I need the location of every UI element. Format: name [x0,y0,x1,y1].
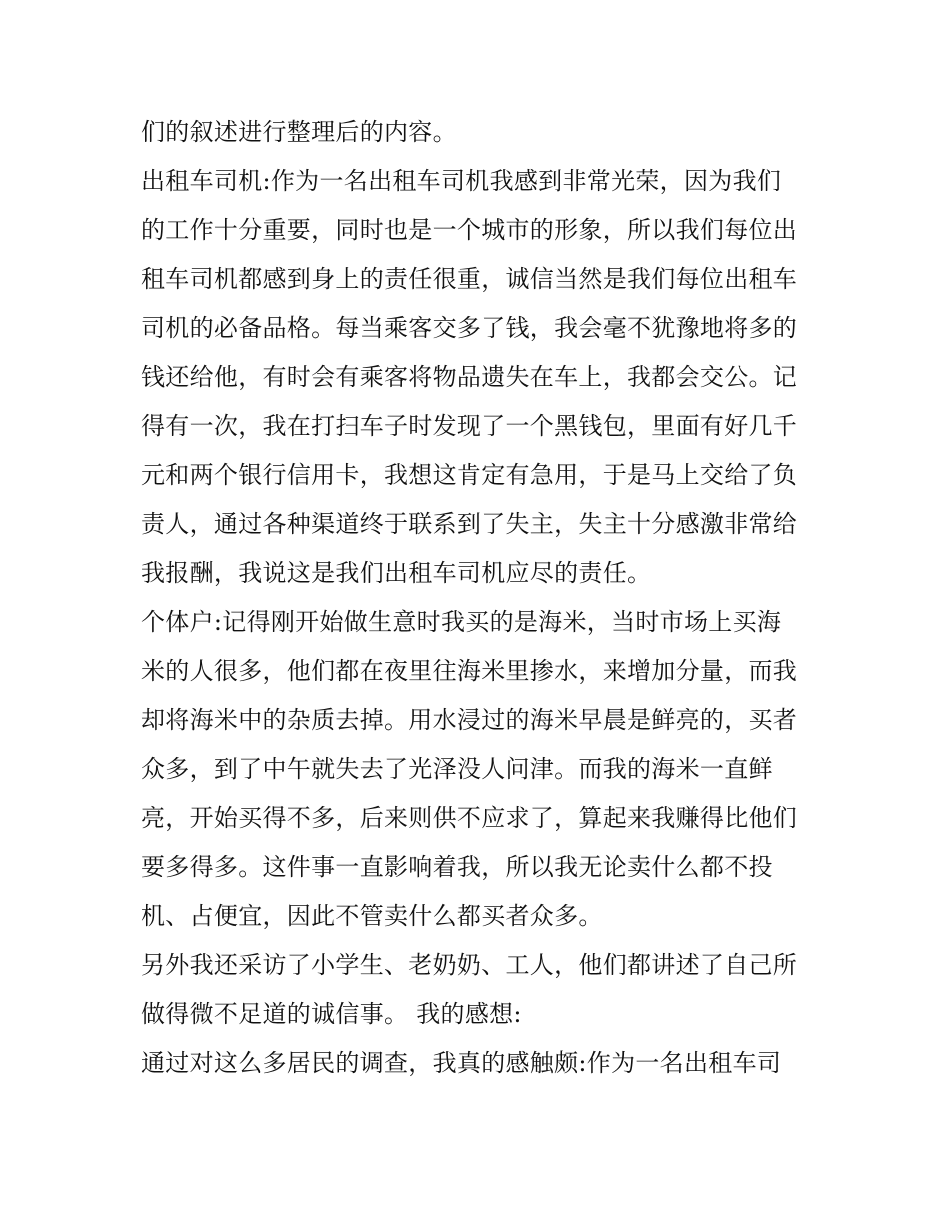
text-line: 司机的必备品格。每当乘客交多了钱，我会毫不犹豫地将多的 [141,314,798,342]
text-line: 个体户:记得刚开始做生意时我买的是海米，当时市场上买海 [141,608,782,636]
text-line: 责人，通过各种渠道终于联系到了失主，失主十分感激非常给 [141,510,798,538]
text-line: 米的人很多，他们都在夜里往海米里掺水，来增加分量，而我 [141,657,798,685]
text-line: 机、占便宜，因此不管卖什么都买者众多。 [141,902,603,930]
text-line: 的工作十分重要，同时也是一个城市的形象，所以我们每位出 [141,216,798,244]
text-line: 却将海米中的杂质去掉。用水浸过的海米早晨是鲜亮的，买者 [141,706,798,734]
text-line: 通过对这么多居民的调查，我真的感触颇:作为一名出租车司 [141,1049,782,1077]
text-line: 要多得多。这件事一直影响着我，所以我无论卖什么都不投 [141,853,773,881]
text-line: 亮，开始买得不多，后来则供不应求了，算起来我赚得比他们 [141,804,798,832]
text-line: 们的叙述进行整理后的内容。 [141,118,457,146]
text-line: 众多，到了中午就失去了光泽没人问津。而我的海米一直鲜 [141,755,773,783]
text-line: 租车司机都感到身上的责任很重，诚信当然是我们每位出租车 [141,265,798,293]
text-line: 元和两个银行信用卡，我想这肯定有急用，于是马上交给了负 [141,461,798,489]
text-line: 做得微不足道的诚信事。 我的感想: [141,1000,522,1028]
text-line: 得有一次，我在打扫车子时发现了一个黑钱包，里面有好几千 [141,412,798,440]
text-line: 我报酬，我说这是我们出租车司机应尽的责任。 [141,559,652,587]
text-line: 出租车司机:作为一名出租车司机我感到非常光荣，因为我们 [141,167,782,195]
text-line: 另外我还采访了小学生、老奶奶、工人，他们都讲述了自己所 [141,951,798,979]
document-body [141,108,831,1088]
text-line: 钱还给他，有时会有乘客将物品遗失在车上，我都会交公。记 [141,363,798,391]
